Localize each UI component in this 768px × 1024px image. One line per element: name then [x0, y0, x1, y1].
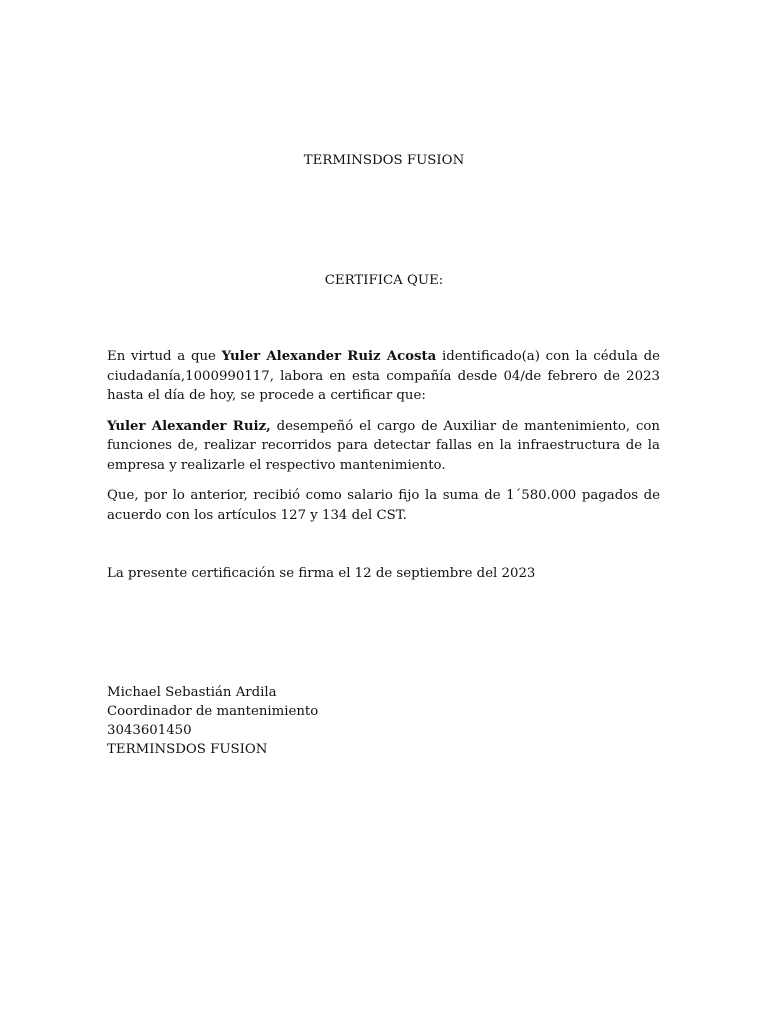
closing-statement: La presente certificación se firma el 12 de septiembre del 2023	[107, 566, 536, 581]
signatory-role: Coordinador de mantenimiento	[107, 704, 319, 719]
employee-short-name: Yuler Alexander Ruiz,	[107, 418, 271, 434]
signatory-name: Michael Sebastián Ardila	[107, 685, 277, 700]
paragraph-salary: Que, por lo anterior, recibió como salario fijo la suma de 1´580.000 pagados de acuerdo con los artículos 127 y 134 del CST.	[107, 488, 660, 523]
signatory-phone: 3043601450	[107, 723, 192, 738]
paragraph-employment	[107, 347, 660, 406]
paragraph-role	[107, 417, 660, 476]
signature-block	[107, 683, 318, 759]
company-heading: TERMINSDOS FUSION	[303, 153, 465, 168]
employee-full-name: Yuler Alexander Ruiz Acosta	[221, 349, 437, 364]
paragraph-employment-rest: identificado(a) con la cédula de ciudadanía,1000990117, labora en esta compañía desde 04/de febrero de 2023 hasta el día de hoy, se procede a certificar que:	[107, 349, 661, 403]
certifies-heading: CERTIFICA QUE:	[324, 273, 444, 288]
paragraph-role-rest: desempeñó el cargo de Auxiliar de mantenimiento, con funciones de, realizar recorridos para detectar fallas en la infraestructura de la empresa y realizarle el respectivo mantenimiento.	[107, 418, 660, 473]
signatory-company: TERMINSDOS FUSION	[107, 742, 268, 757]
certificate-body	[107, 347, 660, 536]
paragraph-employment-lead: En virtud a que	[107, 349, 222, 364]
